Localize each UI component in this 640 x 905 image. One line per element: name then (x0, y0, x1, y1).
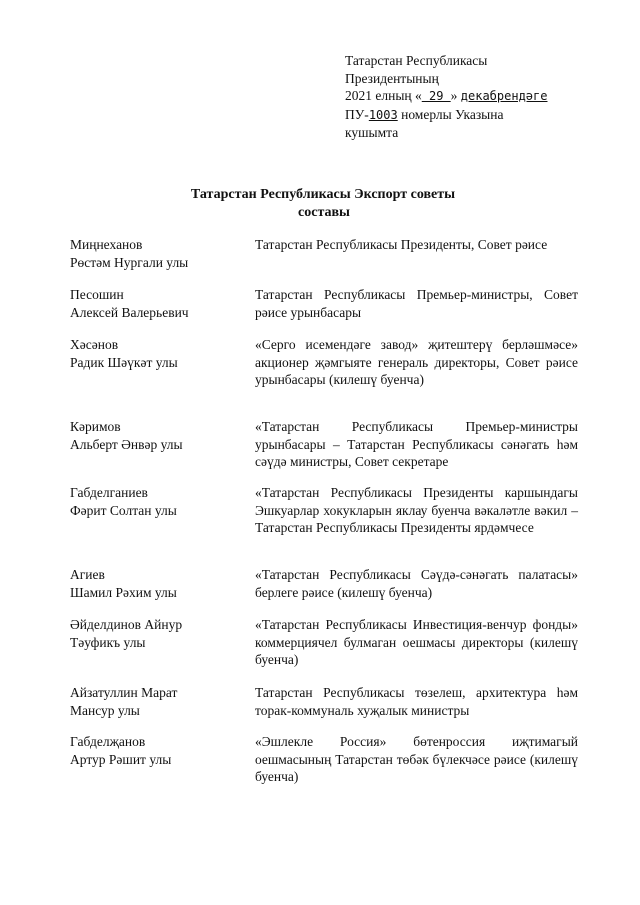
member-name (70, 336, 240, 371)
member-surname: Габделганиев (70, 485, 148, 500)
annex-line-president: Президентының (345, 70, 439, 86)
member-given-name: Рөстәм Нургали улы (70, 254, 189, 270)
decree-number: 1003 (368, 107, 398, 122)
member-position: Татарстан Республикасы төзелеш, архитектура һәм торак-коммуналь хуҗалык министры (255, 685, 578, 718)
member-given-name: Радик Шәүкәт улы (70, 354, 178, 370)
member-position: «Татарстан Республикасы Премьер-министры урынбасары – Татарстан Республикасы сәнәгать һәм сәүдә министры, Совет секретаре (255, 419, 578, 469)
member-position: Татарстан Республикасы Президенты, Совет рәисе (255, 237, 548, 252)
member-position: «Татарстан Республикасы Президенты каршындагы Эшкуарлар хокукларын яклау буенча вәкаләтле вәкил – Татарстан Республикасы Президенты ярдәмчесе (255, 485, 578, 535)
member-given-name: Фәрит Солтан улы (70, 502, 177, 518)
member-position: «Татарстан Республикасы Сәүдә-сәнәгать палатасы» берлеге рәисе (килешү буенча) (255, 567, 578, 600)
title-line-1: Татарстан Республикасы Экспорт советы (190, 187, 456, 202)
member-given-name: Альберт Әнвәр улы (70, 436, 183, 452)
member-name (70, 566, 240, 601)
annex-line-date (345, 87, 547, 106)
member-position: «Эшлекле Россия» бөтенроссия иҗтимагый оешмасының Татарстан төбәк бүлекчәсе рәисе (килешү буенча) (255, 734, 578, 784)
member-name (70, 286, 240, 321)
annex-line-republic: Татарстан Республикасы (345, 53, 488, 68)
member-surname: Песошин (70, 287, 124, 302)
annex-line-decree (345, 106, 547, 125)
member-name (70, 684, 240, 719)
member-given-name: Алексей Валерьевич (70, 304, 189, 320)
member-surname: Агиев (70, 567, 105, 582)
member-position: Татарстан Республикасы Премьер-министры, Совет рәисе урынбасары (255, 287, 578, 320)
annex-header (345, 52, 547, 142)
member-given-name: Шамил Рәхим улы (70, 584, 177, 600)
title-line-2: составы (298, 205, 350, 220)
date-day: 29 (421, 89, 451, 103)
member-name (70, 733, 240, 768)
member-position: «Татарстан Республикасы Инвестиция-венчур фонды» коммерциячел булмаган оешмасы директоры (килешү буенча) (255, 617, 578, 667)
member-name (70, 418, 240, 453)
member-surname: Айзатуллин Марат (70, 685, 178, 700)
member-given-name: Тәуфикъ улы (70, 634, 146, 650)
member-surname: Кәримов (70, 419, 121, 434)
member-surname: Хәсәнов (70, 337, 119, 352)
member-name (70, 616, 240, 651)
member-name (70, 484, 240, 519)
decree-prefix: ПУ- (345, 106, 369, 122)
annex-line-appendix: кушымта (345, 125, 399, 140)
member-name (70, 236, 240, 271)
member-surname: Әйделдинов Айнур (70, 617, 183, 632)
member-surname: Габделҗанов (70, 734, 146, 749)
member-surname: Миңнеханов (70, 237, 143, 252)
date-month: декабрендәге (460, 89, 548, 103)
date-mid: » (450, 88, 461, 103)
member-given-name: Артур Рәшит улы (70, 751, 172, 767)
decree-suffix: номерлы Указына (397, 106, 504, 122)
member-position: «Серго исемендәге завод» җитештерү берләшмәсе» акционер җәмгыяте генераль директоры, Совет рәисе урынбасары (килешү буенча) (255, 337, 578, 387)
date-prefix: 2021 елның « (345, 88, 422, 103)
document-title (0, 186, 640, 222)
member-given-name: Мансур улы (70, 702, 140, 718)
